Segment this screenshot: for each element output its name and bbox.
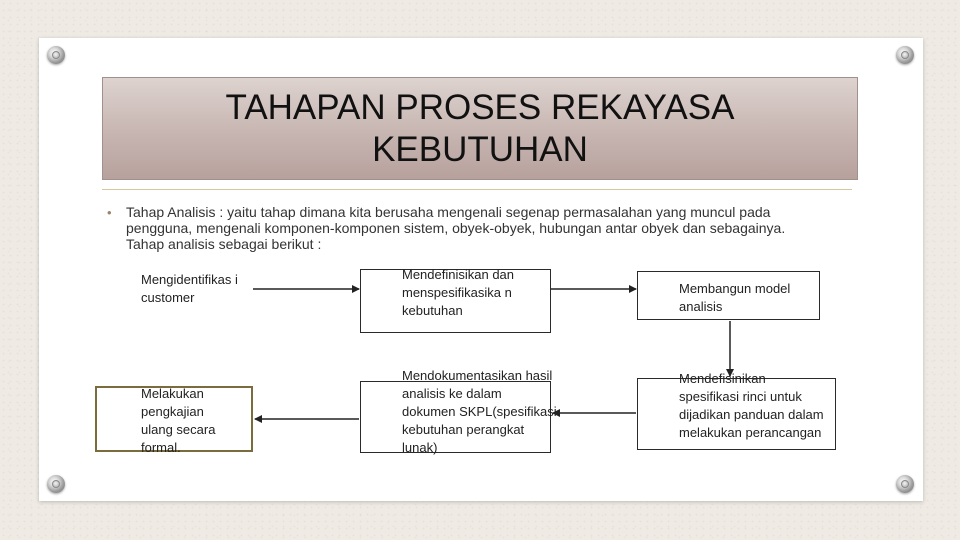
flow-step-2 bbox=[360, 269, 551, 333]
bullet-icon: • bbox=[107, 205, 112, 220]
slide-title: TAHAPAN PROSES REKAYASA KEBUTUHAN bbox=[225, 87, 735, 169]
flow-step-1-label: Mengidentifikas i customer bbox=[141, 272, 238, 305]
flow-step-5 bbox=[360, 368, 557, 455]
flow-step-4 bbox=[637, 371, 836, 450]
flow-step-5-label: Mendokumentasikan hasil analisis ke dalam dokumen SKPL(spesifikasi kebutuhan perangkat lunak) bbox=[402, 368, 557, 455]
flow-step-6-label: Melakukan pengkajian ulang secara formal. bbox=[141, 386, 216, 455]
flow-step-4-label: Mendefisinikan spesifikasi rinci untuk dijadikan panduan dalam melakukan perancangan bbox=[679, 371, 824, 440]
flow-step-2-label: Mendefinisikan dan menspesifikasika n kebutuhan bbox=[402, 267, 515, 318]
flow-step-3-label: Membangun model analisis bbox=[679, 281, 791, 314]
bullet-text: Tahap Analisis : yaitu tahap dimana kita berusaha mengenali segenap permasalahan yang muncul pada pengguna, mengenali komponen-komponen sistem, obyek-obyek, hubungan antar obyek dan sebagainya. Tahap analisis sebagai berikut : bbox=[126, 204, 786, 252]
flow-step-3 bbox=[637, 271, 820, 320]
flow-step-1 bbox=[95, 270, 253, 306]
flow-step-6 bbox=[95, 386, 253, 455]
